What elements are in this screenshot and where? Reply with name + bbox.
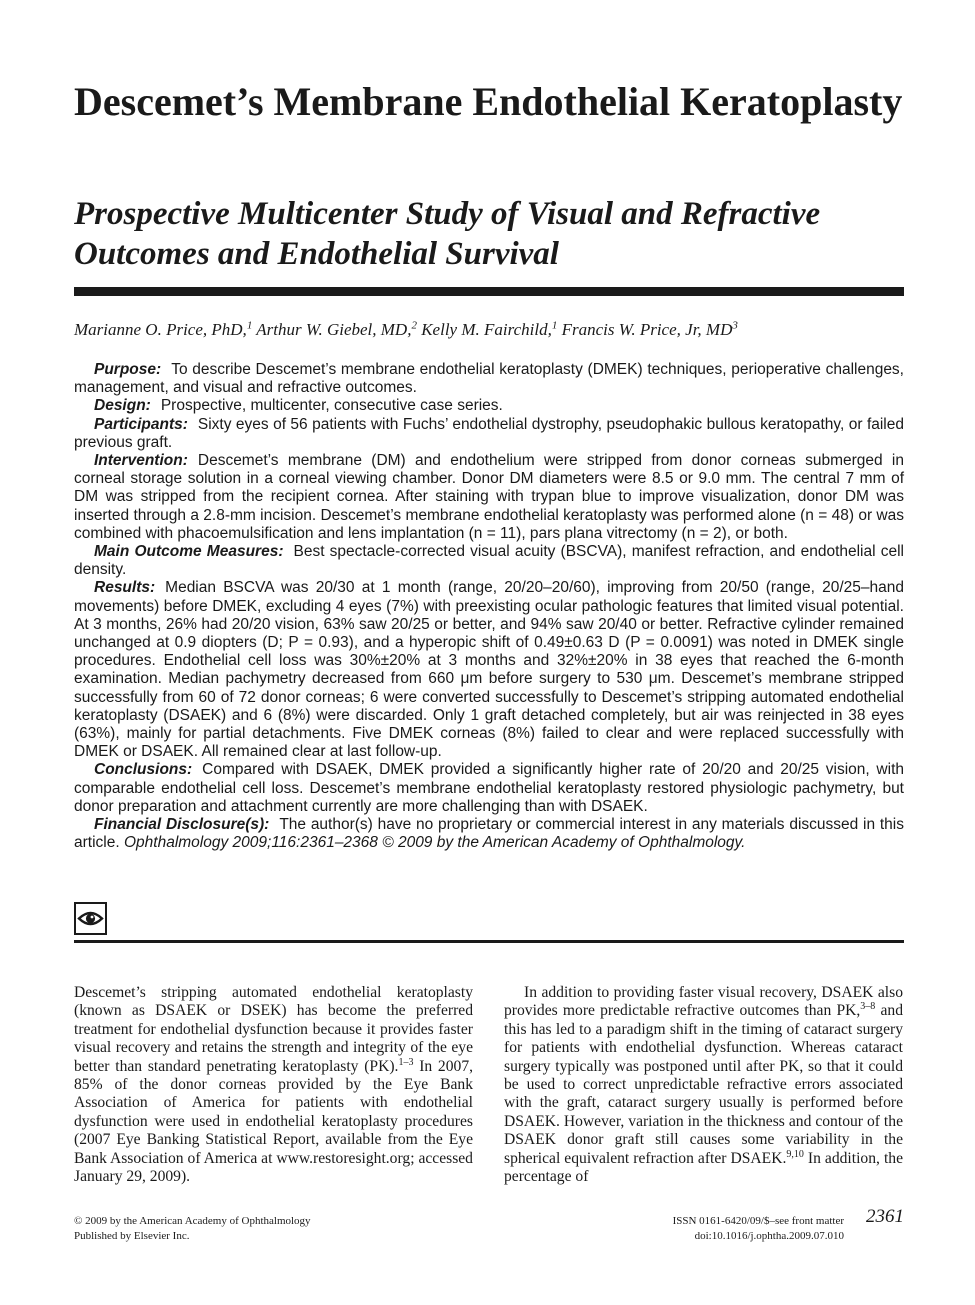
abstract-design bbox=[74, 397, 904, 415]
section-label: Conclusions: bbox=[94, 761, 193, 779]
article-title: Descemet’s Membrane Endothelial Keratoplasty bbox=[74, 79, 903, 124]
abstract-results bbox=[74, 579, 904, 761]
restoresight-link[interactable]: www.restoresight.org bbox=[276, 1149, 411, 1167]
article-subtitle: Prospective Multicenter Study of Visual and Refractive Outcomes and Endothelial Survival bbox=[74, 196, 821, 272]
section-label: Intervention: bbox=[94, 452, 188, 470]
footer-identifiers bbox=[560, 1214, 844, 1244]
journal-citation: Ophthalmology 2009;116:2361–2368 © 2009 by the American Academy of Ophthalmology. bbox=[123, 834, 746, 852]
publisher-line: Published by Elsevier Inc. bbox=[74, 1230, 190, 1242]
abstract-intervention bbox=[74, 452, 904, 543]
reference-citation[interactable]: 1–3 bbox=[398, 1056, 414, 1068]
page-number: 2361 bbox=[866, 1206, 904, 1227]
eye-icon bbox=[74, 902, 107, 935]
title-divider bbox=[74, 287, 904, 296]
author-name: Kelly M. Fairchild, bbox=[421, 320, 552, 339]
author-affiliation: 3 bbox=[732, 319, 738, 332]
section-label: Participants: bbox=[94, 415, 188, 433]
section-text: Median BSCVA was 20/30 at 1 month (range, 20/20–20/60), improving from 20/50 (range, 20/25–hand movements) before DMEK, excluding 4 eyes (7%) with preexisting ocular pathologic features that limited visual potential. At 3 months, 26% had 20/20 vision, 63% saw 20/25 or better, and 94% saw 20/40 or better. Refractive cylinder remained unchanged at 0.9 diopters (D; P = 0.93), and a hyperopic shift of 0.49±0.63 D (P = 0.0091) was noted in DMEK single procedures. Endothelial cell loss was 30%±20% at 3 months and 32%±20% in 38 eyes that reached the 6-month examination. Median pachymetry decreased from 660 μm before surgery to 530 μm. Descemet’s membrane stripped successfully from 60 of 72 donor corneas; 6 were converted successfully to Descemet’s stripping automated endothelial keratoplasty (DSAEK) and 6 (8%) were discarded. Only 1 graft detached completely, but air was reinjected in 38 eyes (63%), mainly for partial detachments. Five DMEK corneas (8%) failed to clear and were replaced successfully with DMEK or DSAEK. All remained clear at last follow-up. bbox=[74, 579, 904, 761]
abstract-purpose bbox=[74, 361, 904, 397]
issn-line: ISSN 0161-6420/09/$–see front matter bbox=[672, 1215, 844, 1227]
paragraph-text: In addition to providing faster visual recovery, DSAEK also provides more predictable refractive outcomes than PK, bbox=[504, 984, 903, 1020]
section-label: Results: bbox=[94, 579, 156, 597]
paragraph-text: ; accessed January 29, 2009). bbox=[74, 1149, 473, 1186]
section-label: Purpose: bbox=[94, 361, 162, 378]
abstract-conclusions bbox=[74, 761, 904, 816]
body-paragraph bbox=[74, 984, 473, 1186]
abstract-outcome-measures bbox=[74, 543, 904, 579]
body-column-right bbox=[504, 984, 903, 1186]
author-name: Arthur W. Giebel, MD, bbox=[256, 320, 412, 339]
author-name: Marianne O. Price, PhD, bbox=[74, 320, 247, 339]
paragraph-text: In 2007, 85% of the donor corneas provided by the Eye Bank Association of America for patients with endothelial dysfunction were used in endothelial keratoplasty procedures (2007 Eye Banking Statistical Report, available from the Eye Bank Association of America at bbox=[74, 1057, 474, 1167]
section-label: Financial Disclosure(s): bbox=[94, 816, 270, 834]
doi-line: doi:10.1016/j.ophtha.2009.07.010 bbox=[694, 1230, 844, 1242]
section-label: Main Outcome Measures: bbox=[94, 543, 284, 561]
footer-copyright bbox=[74, 1214, 494, 1244]
author-affiliation: 1 bbox=[551, 319, 558, 332]
reference-citation[interactable]: 9,10 bbox=[786, 1148, 804, 1160]
section-text: The author(s) have no proprietary or commercial interest in any materials discussed in this article. bbox=[74, 816, 904, 852]
section-text: Prospective, multicenter, consecutive case series. bbox=[160, 397, 503, 415]
section-label: Design: bbox=[94, 397, 151, 415]
reference-citation[interactable]: 3–8 bbox=[860, 1001, 876, 1013]
author-affiliation: 2 bbox=[411, 319, 417, 332]
section-text: To describe Descemet’s membrane endothelial keratoplasty (DMEK) techniques, perioperative challenges, management, and visual and refractive outcomes. bbox=[74, 361, 904, 397]
abstract bbox=[74, 361, 904, 852]
paragraph-text: and this has led to a paradigm shift in the timing of cataract surgery for patients with endothelial dysfunction. Whereas cataract surgery typically was postponed until after PK, so that it could be used to correct unpredictable refractive errors associated with the graft, cataract surgery usually is performed before DSAEK. However, variation in the thickness and contour of the DSAEK donor graft still causes some variability in the spherical equivalent refraction after DSAEK. bbox=[504, 1002, 903, 1167]
abstract-participants bbox=[74, 416, 904, 452]
section-text: Descemet’s membrane (DM) and endothelium were stripped from donor corneas submerged in corneal storage solution in a corneal viewing chamber. Donor DM diameters were 8.5 or 9.0 mm. The central 7 mm of DM was stripped from the recipient cornea. After staining with trypan blue to improve visualization, donor DM was inserted through a 2.8-mm incision. Descemet’s membrane endothelial keratoplasty was performed alone (n = 48) or was combined with phacoemulsification and lens implantation (n = 11), pars plana vitrectomy (n = 2), or both. bbox=[74, 452, 904, 542]
paragraph-text: Descemet’s stripping automated endothelial keratoplasty (known as DSAEK or DSEK) has become the preferred treatment for endothelial dysfunction because it provides faster visual recovery and retains the strength and integrity of the eye better than standard penetrating keratoplasty (PK). bbox=[74, 984, 473, 1075]
copyright-line: © 2009 by the American Academy of Ophthalmology bbox=[74, 1215, 311, 1227]
abstract-divider bbox=[74, 940, 904, 943]
eye-icon-graphic bbox=[76, 904, 105, 933]
body-column-left bbox=[74, 984, 473, 1186]
author-list bbox=[74, 318, 904, 342]
section-text: Compared with DSAEK, DMEK provided a significantly higher rate of 20/20 and 20/25 vision, with comparable endothelial cell loss. Descemet’s membrane endothelial keratoplasty restored physiologic pachymetry, but donor preparation and attachment currently are more challenging than with DSAEK. bbox=[74, 761, 904, 815]
abstract-disclosure bbox=[74, 816, 904, 852]
body-paragraph bbox=[504, 984, 903, 1186]
paragraph-text: In addition, the percentage of bbox=[504, 1149, 903, 1186]
author-affiliation: 1 bbox=[246, 319, 253, 332]
author-name: Francis W. Price, Jr, MD bbox=[561, 320, 733, 339]
section-text: Sixty eyes of 56 patients with Fuchs’ endothelial dystrophy, pseudophakic bullous keratopathy, or failed previous graft. bbox=[74, 415, 904, 451]
section-text: Best spectacle-corrected visual acuity (BSCVA), manifest refraction, and endothelial cell density. bbox=[74, 543, 904, 579]
